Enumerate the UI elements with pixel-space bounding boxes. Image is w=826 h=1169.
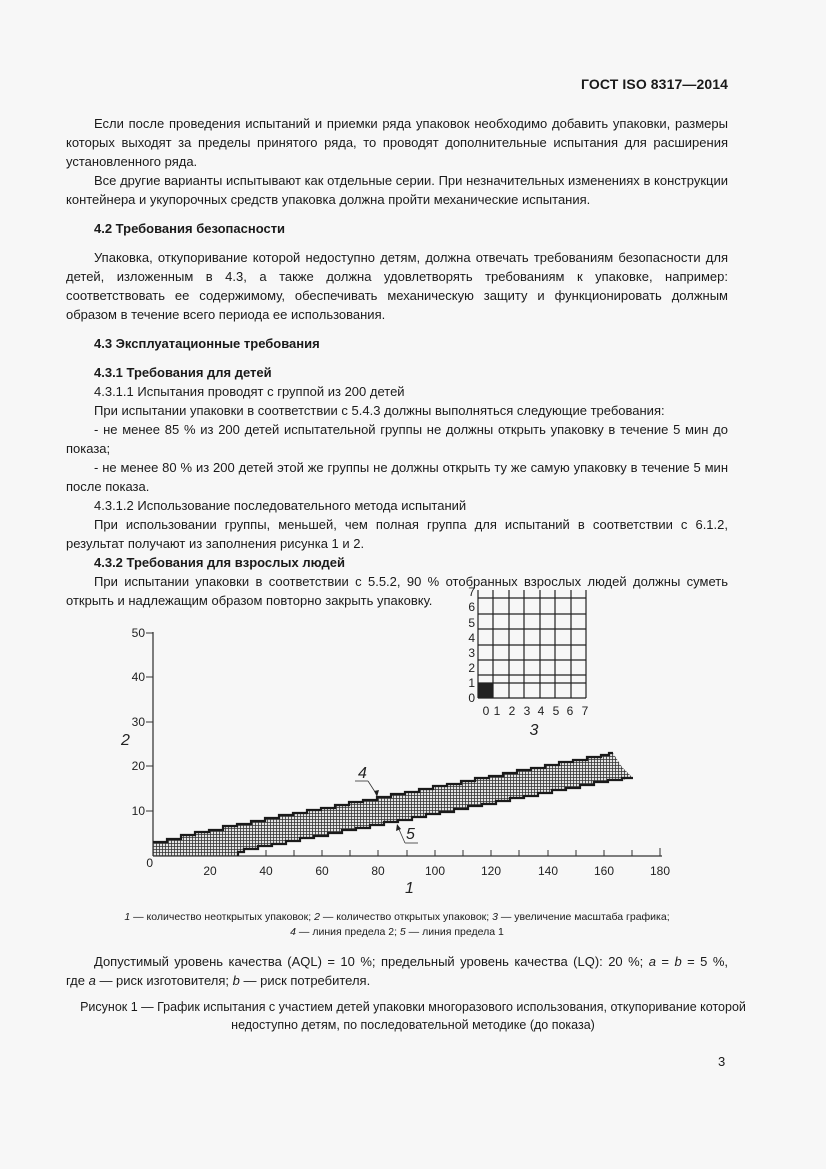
svg-text:120: 120 xyxy=(480,864,502,878)
paragraph: - не менее 80 % из 200 детей этой же группы не должны открыть ту же самую упаковку в течение 5 мин после показа. xyxy=(66,460,728,494)
svg-text:20: 20 xyxy=(203,864,217,878)
paragraph: 4.3.1.1 Испытания проводят с группой из 200 детей xyxy=(94,384,405,399)
svg-text:0: 0 xyxy=(146,856,153,870)
section-heading-4-3: 4.3 Эксплуатационные требования xyxy=(94,336,320,351)
figure-legend xyxy=(66,910,728,940)
svg-text:160: 160 xyxy=(593,864,615,878)
svg-text:5: 5 xyxy=(552,704,560,718)
svg-text:6: 6 xyxy=(468,600,475,614)
svg-text:30: 30 xyxy=(131,715,145,729)
svg-text:7: 7 xyxy=(581,704,589,718)
svg-text:5: 5 xyxy=(468,616,475,630)
svg-text:2: 2 xyxy=(508,704,516,718)
svg-text:4: 4 xyxy=(358,765,367,782)
legend-line-2: 4 — линия предела 2; 5 — линия предела 1 xyxy=(290,926,504,938)
page-number: 3 xyxy=(718,1054,726,1069)
svg-text:100: 100 xyxy=(424,864,446,878)
acceptance-band xyxy=(153,753,633,856)
paragraph: При испытании упаковки в соответствии с 5.4.3 должны выполняться следующие требования: xyxy=(94,403,665,418)
paragraph: Если после проведения испытаний и приемки ряда упаковок необходимо добавить упаковки, размеры которых выходят за пределы принятого ряда, то проводят дополнительные испытания для расширения установленного ряда. xyxy=(66,116,728,169)
annotation-5 xyxy=(396,824,418,843)
svg-text:4: 4 xyxy=(537,704,545,718)
figure-note: Допустимый уровень качества (AQL) = 10 %; предельный уровень качества (LQ): 20 %; a = b = 5 %, где a — риск изготовителя; b — риск потребителя. xyxy=(66,954,728,988)
svg-text:60: 60 xyxy=(315,864,329,878)
svg-text:80: 80 xyxy=(371,864,385,878)
paragraph: Упаковка, откупоривание которой недоступно детям, должна отвечать требованиям безопасности для детей, изложенным в 4.3, а также должна удовлетворять требованиям к упаковке, например: соответствовать ее содержимому, обеспечивать механическую защиту и функционировать должным образом в течение всего периода ее использования. xyxy=(66,250,728,322)
svg-text:140: 140 xyxy=(537,864,559,878)
svg-text:50: 50 xyxy=(131,626,145,640)
svg-text:20: 20 xyxy=(131,759,145,773)
svg-text:3: 3 xyxy=(523,704,531,718)
paragraph: - не менее 85 % из 200 детей испытательной группы не должны открыть упаковку в течение 5 мин до показа; xyxy=(66,422,728,456)
svg-text:1: 1 xyxy=(493,704,501,718)
figure-caption: Рисунок 1 — График испытания с участием детей упаковки многоразового использования, откупоривание которой недоступно детям, по последовательной методике (до показа) xyxy=(80,1000,746,1032)
legend-line-1: 1 — количество неоткрытых упаковок; 2 — количество открытых упаковок; 3 — увеличение масштаба графика; xyxy=(124,911,670,923)
svg-text:40: 40 xyxy=(131,670,145,684)
svg-text:3: 3 xyxy=(468,646,475,660)
svg-text:7: 7 xyxy=(468,585,475,599)
annotation-4 xyxy=(355,765,379,797)
svg-text:180: 180 xyxy=(649,864,671,878)
paragraph: 4.3.1.2 Использование последовательного метода испытаний xyxy=(94,498,467,513)
svg-text:1: 1 xyxy=(468,676,475,690)
paragraph: При использовании группы, меньшей, чем полная группа для испытаний в соответствии с 6.1.2, результат получают из заполнения рисунка 1 и 2. xyxy=(66,517,728,551)
section-heading-4-3-2: 4.3.2 Требования для взрослых людей xyxy=(94,555,345,570)
paragraph: При испытании упаковки в соответствии с 5.5.2, 90 % отобранных взрослых людей должны суметь открыть и надлежащим образом повторно закрыть упаковку. xyxy=(66,574,728,608)
document-id: ГОСТ ISO 8317—2014 xyxy=(581,76,728,92)
svg-text:0: 0 xyxy=(482,704,490,718)
section-heading-4-2: 4.2 Требования безопасности xyxy=(94,221,286,236)
svg-text:10: 10 xyxy=(131,804,145,818)
x-axis-label: 1 xyxy=(405,880,414,897)
svg-text:6: 6 xyxy=(566,704,574,718)
svg-text:5: 5 xyxy=(406,826,415,843)
y-axis-label: 2 xyxy=(121,732,130,749)
paragraph: Все другие варианты испытывают как отдельные серии. При незначительных изменениях в конструкции контейнера и укупорочных средств упаковка должна пройти механические испытания. xyxy=(66,173,728,207)
svg-text:2: 2 xyxy=(468,661,475,675)
inset-zoom-grid xyxy=(468,585,588,739)
svg-text:4: 4 xyxy=(468,631,475,645)
svg-text:40: 40 xyxy=(259,864,273,878)
section-heading-4-3-1: 4.3.1 Требования для детей xyxy=(94,365,272,380)
svg-text:3: 3 xyxy=(529,722,539,739)
svg-text:0: 0 xyxy=(468,691,475,705)
limit-line-2 xyxy=(153,753,613,842)
